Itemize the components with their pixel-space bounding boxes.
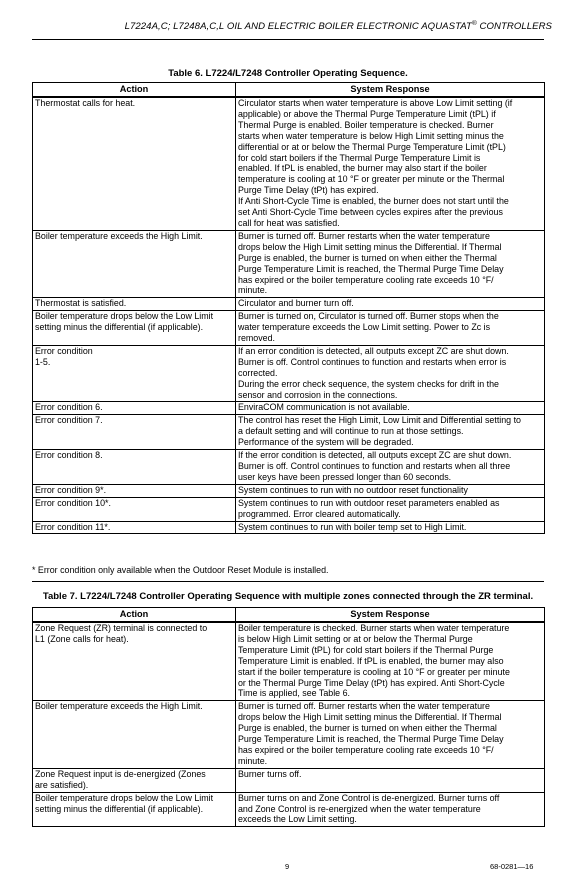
table-row: [33, 415, 545, 450]
cell-text-line: Purge Temperature Limit is reached, the Thermal Purge Time Delay: [238, 734, 504, 745]
table7-caption: Table 7. L7224/L7248 Controller Operating Sequence with multiple zones connected through the ZR terminal.: [42, 591, 534, 602]
cell-text-line: Burner is off. Control continues to function and restarts when error is: [238, 356, 507, 367]
cell-text-line: has expired or the boiler temperature cooling rate exceeds 10 °F/: [238, 274, 494, 285]
cell-text-line: Burner is turned on, Circulator is turned off. Burner stops when the: [238, 311, 499, 322]
action-cell: [33, 230, 236, 297]
table7-body: [33, 622, 545, 827]
cell-text-line: start if the boiler temperature is cooling at 10 °F or greater per minute: [238, 666, 510, 677]
table6-col-action: Action: [33, 83, 236, 98]
action-cell: [33, 701, 236, 768]
action-cell: [33, 402, 236, 415]
cell-text-line: enabled. If tPL is enabled, the burner may also start if the boiler: [238, 163, 487, 174]
action-cell: [33, 311, 236, 346]
action-cell: [33, 622, 236, 701]
table7-col-response: System Response: [236, 608, 545, 623]
response-cell: [236, 402, 545, 415]
cell-text-line: Burner is turned off. Burner restarts when the water temperature: [238, 701, 490, 712]
cell-text-line: Burner turns off.: [238, 768, 302, 779]
cell-text-line: Boiler temperature is checked. Burner starts when water temperature: [238, 623, 510, 633]
cell-text-line: Boiler temperature exceeds the High Limit.: [35, 230, 203, 241]
cell-text-line: user keys have been pressed longer than 60 seconds.: [238, 471, 452, 482]
table-row: [33, 622, 545, 701]
cell-text-line: Purge is enabled, the burner is turned on when either the Thermal: [238, 723, 497, 734]
cell-text-line: Burner is off. Control continues to function and restarts when all three: [238, 461, 511, 471]
cell-text-line: removed.: [238, 333, 275, 344]
cell-text-line: Burner turns on and Zone Control is de-energized. Burner turns off: [238, 792, 500, 803]
response-cell: [236, 497, 545, 521]
response-cell: [236, 792, 545, 827]
cell-text-line: During the error check sequence, the system checks for drift in the: [238, 378, 499, 389]
cell-text-line: If an error condition is detected, all outputs except ZC are shut down.: [238, 345, 509, 356]
response-cell: [236, 701, 545, 768]
cell-text-line: Purge Temperature Limit is reached, the Thermal Purge Time Delay: [238, 263, 504, 274]
cell-text-line: Error condition 11*.: [35, 521, 111, 532]
action-cell: [33, 298, 236, 311]
table6-col-response: System Response: [236, 83, 545, 98]
cell-text-line: temperature is cooling at 10 °F or greater per minute or the Thermal: [238, 174, 505, 185]
response-cell: [236, 298, 545, 311]
table-row: [33, 402, 545, 415]
table7-header-row: [33, 608, 545, 623]
table-row: [33, 230, 545, 297]
table-row: [33, 345, 545, 402]
table7-col-action: Action: [33, 608, 236, 623]
cell-text-line: starts when water temperature is below High Limit setting minus the: [238, 130, 504, 141]
cell-text-line: Boiler temperature drops below the Low Limit: [35, 311, 214, 322]
cell-text-line: System continues to run with outdoor reset parameters enabled as: [238, 497, 500, 508]
table-row: [33, 311, 545, 346]
cell-text-line: set Anti Short-Cycle Time between cycles expires after the previous: [238, 207, 503, 218]
response-cell: [236, 450, 545, 485]
cell-text-line: differential or at or below the Thermal Purge Temperature Limit (tPL): [238, 141, 506, 152]
action-cell: [33, 97, 236, 230]
cell-text-line: Zone Request (ZR) terminal is connected to: [35, 623, 208, 633]
cell-text-line: drops below the High Limit setting minus the Differential. If Thermal: [238, 712, 502, 723]
response-cell: [236, 345, 545, 402]
cell-text-line: Error condition: [35, 345, 93, 356]
cell-text-line: has expired or the boiler temperature cooling rate exceeds 10 °F/: [238, 744, 494, 755]
table6: [32, 82, 545, 534]
action-cell: [33, 450, 236, 485]
cell-text-line: If Anti Short-Cycle Time is enabled, the burner does not start until the: [238, 196, 509, 207]
cell-text-line: Boiler temperature exceeds the High Limit.: [35, 701, 203, 712]
table-row: [33, 792, 545, 827]
action-cell: [33, 345, 236, 402]
registered-mark: ®: [471, 20, 477, 27]
table6-caption: Table 6. L7224/L7248 Controller Operating Sequence.: [168, 68, 408, 79]
cell-text-line: minute.: [238, 285, 268, 296]
table-row: [33, 450, 545, 485]
table-row: [33, 521, 545, 534]
cell-text-line: setting minus the differential (if applicable).: [35, 322, 204, 333]
action-cell: [33, 484, 236, 497]
response-cell: [236, 97, 545, 230]
cell-text-line: 1-5.: [35, 356, 51, 367]
table6-body: [33, 97, 545, 534]
cell-text-line: Burner is turned off. Burner restarts when the water temperature: [238, 230, 490, 241]
response-cell: [236, 768, 545, 792]
cell-text-line: Thermostat is satisfied.: [35, 298, 127, 309]
cell-text-line: Error condition 6.: [35, 402, 103, 413]
cell-text-line: Thermostat calls for heat.: [35, 98, 136, 108]
cell-text-line: corrected.: [238, 367, 278, 378]
action-cell: [33, 521, 236, 534]
table6-footnote: * Error condition only available when the Outdoor Reset Module is installed.: [32, 565, 329, 575]
action-cell: [33, 768, 236, 792]
response-cell: [236, 311, 545, 346]
cell-text-line: Circulator and burner turn off.: [238, 298, 354, 309]
action-cell: [33, 497, 236, 521]
table-row: [33, 484, 545, 497]
cell-text-line: EnviraCOM communication is not available.: [238, 402, 410, 413]
action-cell: [33, 415, 236, 450]
response-cell: [236, 230, 545, 297]
cell-text-line: L1 (Zone calls for heat).: [35, 633, 129, 644]
cell-text-line: Boiler temperature drops below the Low Limit: [35, 792, 214, 803]
cell-text-line: Error condition 8.: [35, 450, 103, 461]
cell-text-line: Error condition 9*.: [35, 484, 107, 495]
cell-text-line: Zone Request input is de-energized (Zones: [35, 768, 206, 779]
cell-text-line: for cold start boilers if the Thermal Purge Temperature Limit is: [238, 152, 481, 163]
table-row: [33, 298, 545, 311]
cell-text-line: Time is applied, see Table 6.: [238, 688, 350, 699]
cell-text-line: applicable) or above the Thermal Purge Temperature Limit (tPL) if: [238, 108, 496, 119]
table-row: [33, 497, 545, 521]
cell-text-line: Performance of the system will be degraded.: [238, 437, 414, 448]
header-title-suffix: CONTROLLERS: [476, 21, 552, 33]
cell-text-line: Error condition 7.: [35, 415, 103, 426]
response-cell: [236, 622, 545, 701]
cell-text-line: Temperature Limit (tPL) for cold start boilers if the Thermal Purge: [238, 644, 494, 655]
cell-text-line: Thermal Purge is enabled. Boiler temperature is checked. Burner: [238, 119, 494, 130]
cell-text-line: water temperature exceeds the Low Limit setting. Power to Zc is: [238, 322, 491, 333]
cell-text-line: programmed. Error cleared automatically.: [238, 508, 401, 519]
cell-text-line: System continues to run with boiler temp set to High Limit.: [238, 521, 467, 532]
response-cell: [236, 484, 545, 497]
header-title: L7224A,C; L7248A,C,L OIL AND ELECTRIC BOILER ELECTRONIC AQUASTAT: [124, 21, 472, 33]
cell-text-line: System continues to run with no outdoor reset functionality: [238, 484, 468, 495]
action-cell: [33, 792, 236, 827]
running-header: [120, 20, 552, 32]
cell-text-line: Temperature Limit is enabled. If tPL is enabled, the burner may also: [238, 655, 504, 666]
cell-text-line: sensor and corrosion in the connections.: [238, 389, 398, 400]
cell-text-line: Error condition 10*.: [35, 497, 111, 508]
table7: [32, 607, 545, 827]
cell-text-line: are satisfied).: [35, 779, 89, 790]
cell-text-line: Purge Time Delay (tPt) has expired.: [238, 185, 379, 196]
cell-text-line: Circulator starts when water temperature is above Low Limit setting (if: [238, 98, 513, 108]
cell-text-line: If the error condition is detected, all outputs except ZC are shut down.: [238, 450, 512, 461]
table6-header-row: [33, 83, 545, 98]
cell-text-line: minute.: [238, 755, 268, 766]
response-cell: [236, 415, 545, 450]
cell-text-line: is below High Limit setting or at or below the Thermal Purge: [238, 633, 473, 644]
cell-text-line: Purge is enabled, the burner is turned on when either the Thermal: [238, 252, 497, 263]
table-row: [33, 701, 545, 768]
table-row: [33, 768, 545, 792]
cell-text-line: and Zone Control is re-energized when the water temperature: [238, 803, 481, 814]
cell-text-line: call for heat was satisfied.: [238, 217, 340, 228]
cell-text-line: The control has reset the High Limit, Low Limit and Differential setting to: [238, 415, 521, 426]
doc-number: 68-0281—16: [490, 862, 534, 871]
response-cell: [236, 521, 545, 534]
cell-text-line: exceeds the Low Limit setting.: [238, 814, 357, 825]
cell-text-line: a default setting and will continue to run at those settings.: [238, 426, 464, 437]
page-number: 9: [285, 862, 290, 871]
cell-text-line: drops below the High Limit setting minus the Differential. If Thermal: [238, 241, 502, 252]
cell-text-line: setting minus the differential (if applicable).: [35, 803, 204, 814]
cell-text-line: or the Thermal Purge Time Delay (tPt) has expired. Anti Short-Cycle: [238, 677, 505, 688]
header-rule: [32, 39, 544, 40]
section-rule: [32, 581, 544, 582]
table-row: [33, 97, 545, 230]
